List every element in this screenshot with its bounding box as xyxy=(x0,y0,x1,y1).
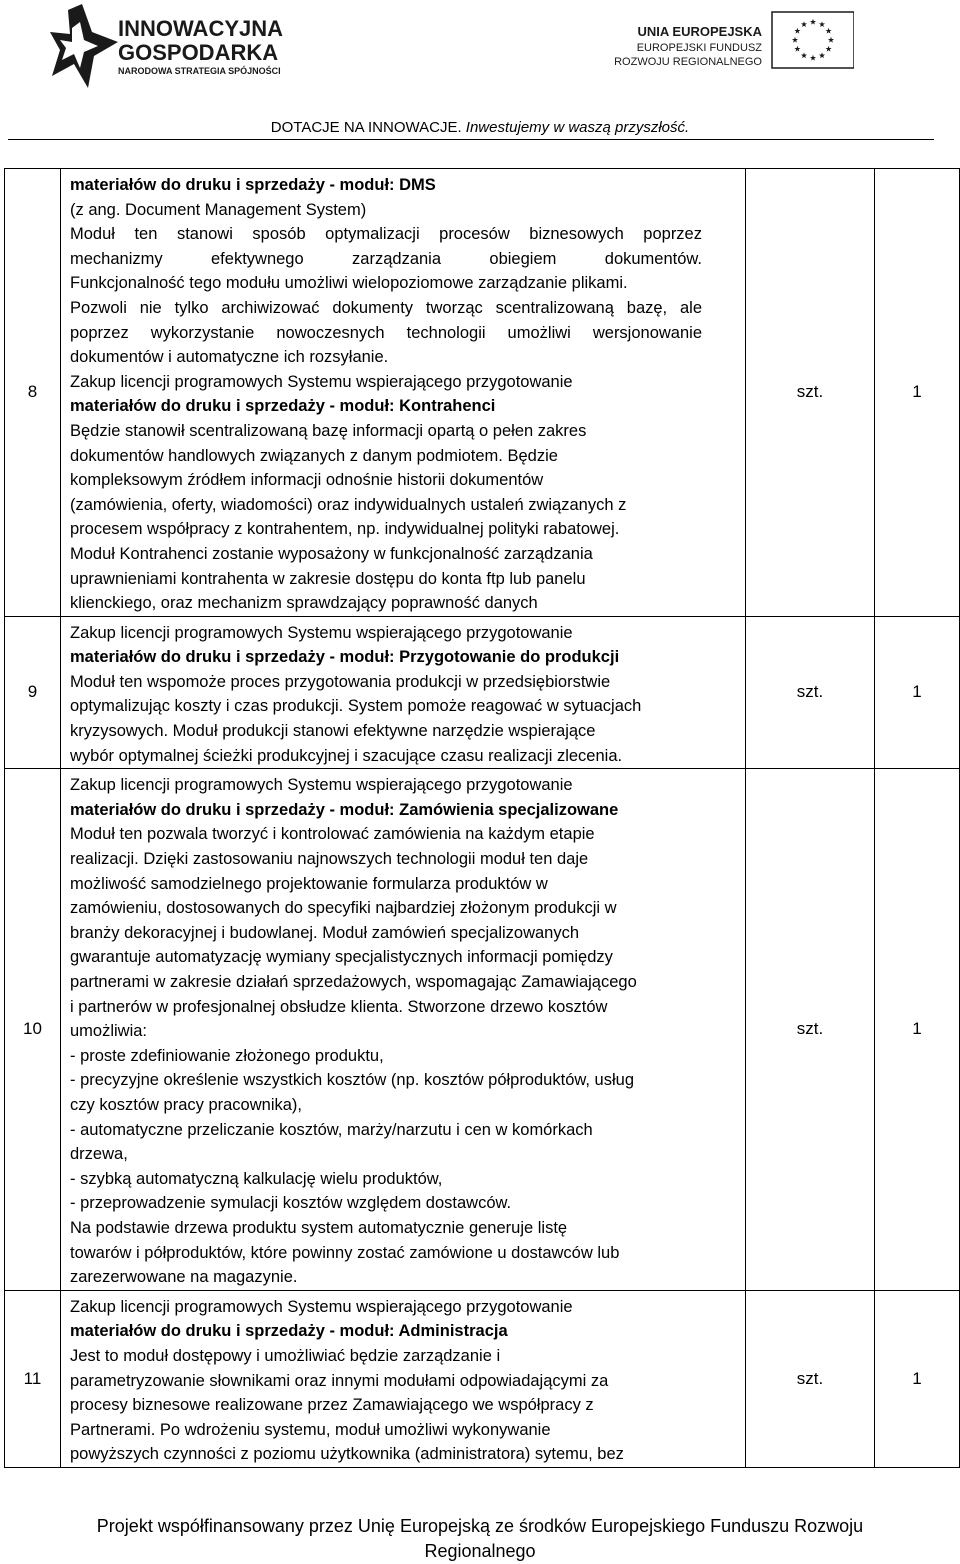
header-divider xyxy=(8,139,934,140)
footer-line-1: Projekt współfinansowany przez Unię Europejską ze środków Europejskiego Funduszu Rozwoju xyxy=(96,1516,864,1536)
description-line: poprzez wykorzystanie nowoczesnych technologii umożliwi wersjonowanie xyxy=(70,323,702,342)
item-number: 8 xyxy=(5,169,61,617)
table-row xyxy=(5,616,960,769)
description-line: parametryzowanie słownikami oraz innymi modułami odpowiadającymi za xyxy=(70,1371,609,1390)
description-line: materiałów do druku i sprzedaży - moduł: Przygotowanie do produkcji xyxy=(70,648,620,667)
description-line: Będzie stanowił scentralizowaną bazę informacji opartą o pełen zakres xyxy=(70,421,587,440)
logo-line-3: NARODOWA STRATEGIA SPÓJNOŚCI xyxy=(118,66,281,76)
description-line: zamówieniu, dostosowanych do specyfiki najbardziej złożonym produkcji w xyxy=(70,899,617,918)
innowacyjna-gospodarka-logo xyxy=(48,2,298,90)
description-line: umożliwia: xyxy=(70,1022,148,1041)
description-line: procesem współpracy z kontrahentem, np. indywidualnej polityki rabatowej. xyxy=(70,520,620,539)
description-line: - przeprowadzenie symulacji kosztów względem dostawców. xyxy=(70,1194,512,1213)
description-line: drzewa, xyxy=(70,1145,128,1164)
description-line: - automatyczne przeliczanie kosztów, marży/narzutu i cen w komórkach xyxy=(70,1120,593,1139)
description-line: powyższych czynności z poziomu użytkownika (administratora) sytemu, bez xyxy=(70,1445,624,1464)
description-line: klienckiego, oraz mechanizm sprawdzający poprawność danych xyxy=(70,594,538,613)
description-line: wybór optymalnej ścieżki produkcyjnej i szacujące czasu realizacji zlecenia. xyxy=(70,746,623,765)
item-number: 10 xyxy=(5,769,61,1290)
description-line: dokumentów handlowych związanych z danym podmiotem. Będzie xyxy=(70,446,558,465)
logo-line-1: INNOWACYJNA xyxy=(118,16,284,41)
item-quantity: 1 xyxy=(875,769,960,1290)
item-quantity: 1 xyxy=(875,169,960,617)
tagline-italic: Inwestujemy w waszą przyszłość. xyxy=(465,119,690,136)
logo-line-2: GOSPODARKA xyxy=(118,40,279,65)
item-quantity: 1 xyxy=(875,1290,960,1467)
description-line: Zakup licencji programowych Systemu wspierającego przygotowanie xyxy=(70,623,573,642)
description-line: - precyzyjne określenie wszystkich kosztów (np. kosztów półproduktów, usług xyxy=(70,1071,634,1090)
item-unit: szt. xyxy=(746,616,875,769)
description-line: Moduł Kontrahenci zostanie wyposażony w funkcjonalność zarządzania xyxy=(70,544,593,563)
description-line: Jest to moduł dostępowy i umożliwiać będzie zarządzanie i xyxy=(70,1346,501,1365)
footer-line-2: Regionalnego xyxy=(424,1541,536,1561)
item-number: 11 xyxy=(5,1290,61,1467)
description-line: partnerami w zakresie działań sprzedażowych, wspomagając Zamawiającego xyxy=(70,973,637,991)
description-line: Moduł ten wspomoże proces przygotowania produkcji w przedsiębiorstwie xyxy=(70,672,611,691)
description-line: Pozwoli nie tylko archiwizować dokumenty tworząc scentralizowaną bazę, ale xyxy=(70,298,702,317)
table-row xyxy=(5,169,960,617)
description-line: uprawnieniami kontrahenta w zakresie dostępu do konta ftp lub panelu xyxy=(70,569,586,588)
item-number: 9 xyxy=(5,616,61,769)
description-line: Zakup licencji programowych Systemu wspierającego przygotowanie xyxy=(70,372,573,391)
description-line: Moduł ten stanowi sposób optymalizacji procesów biznesowych poprzez xyxy=(70,225,702,244)
description-line: Funkcjonalność tego modułu umożliwi wielopoziomowe zarządzanie plikami. xyxy=(70,274,628,293)
item-unit: szt. xyxy=(746,169,875,617)
description-line: procesy biznesowe realizowane przez Zamawiającego we współpracy z xyxy=(70,1396,594,1415)
description-line: (zamówienia, oferty, wiadomości) oraz indywidualnych ustaleń związanych z xyxy=(70,495,627,514)
page-header xyxy=(0,0,960,140)
item-description xyxy=(61,616,746,769)
eu-line-2: EUROPEJSKI FUNDUSZ xyxy=(636,42,762,54)
star-icon xyxy=(50,4,118,88)
eu-line-1: UNIA EUROPEJSKA xyxy=(637,24,762,39)
eu-line-3: ROZWOJU REGIONALNEGO xyxy=(614,56,762,68)
page-footer xyxy=(0,1514,960,1564)
item-unit: szt. xyxy=(746,769,875,1290)
description-line: i partnerów w profesjonalnej obsłudze klienta. Stworzone drzewo kosztów xyxy=(70,997,608,1016)
item-description xyxy=(61,769,746,1290)
description-line: materiałów do druku i sprzedaży - moduł: Administracja xyxy=(70,1322,508,1341)
description-line: materiałów do druku i sprzedaży - moduł: Zamówienia specjalizowane xyxy=(70,800,619,819)
item-quantity: 1 xyxy=(875,616,960,769)
table-row xyxy=(5,1290,960,1467)
description-line: kompleksowym źródłem informacji odnośnie historii dokumentów xyxy=(70,471,544,490)
eu-logo xyxy=(614,10,854,90)
description-line: Zakup licencji programowych Systemu wspierającego przygotowanie xyxy=(70,776,573,795)
items-table xyxy=(4,168,960,1468)
description-line: Moduł ten pozwala tworzyć i kontrolować zamówienia na każdym etapie xyxy=(70,825,595,844)
description-line: (z ang. Document Management System) xyxy=(70,200,367,219)
description-line: mechanizmy efektywnego zarządzania obiegiem dokumentów. xyxy=(70,249,702,268)
description-line: - proste zdefiniowanie złożonego produktu, xyxy=(70,1046,384,1065)
description-line: Na podstawie drzewa produktu system automatycznie generuje listę xyxy=(70,1218,568,1237)
tagline xyxy=(0,119,960,136)
description-line: kryzysowych. Moduł produkcji stanowi efektywne narzędzie wspierające xyxy=(70,722,596,741)
description-line: Zakup licencji programowych Systemu wspierającego przygotowanie xyxy=(70,1297,573,1316)
description-line: optymalizując koszty i czas produkcji. System pomoże reagować w sytuacjach xyxy=(70,697,642,716)
description-line: branży dekoracyjnej i budowlanej. Moduł zamówień specjalizowanych xyxy=(70,923,580,942)
item-description xyxy=(61,169,746,617)
item-unit: szt. xyxy=(746,1290,875,1467)
description-line: dokumentów i automatyczne ich rozsyłanie. xyxy=(70,348,389,367)
description-line: zarezerwowane na magazynie. xyxy=(70,1268,298,1287)
description-line: materiałów do druku i sprzedaży - moduł: Kontrahenci xyxy=(70,397,496,416)
table-row xyxy=(5,769,960,1290)
description-line: gwarantuje automatyzację wymiany specjalistycznych informacji pomiędzy xyxy=(70,948,613,967)
description-line: czy kosztów pracy pracownika), xyxy=(70,1095,302,1114)
description-line: możliwość samodzielnego projektowanie formularza produktów w xyxy=(70,874,548,893)
description-line: Partnerami. Po wdrożeniu systemu, moduł umożliwi wykonywanie xyxy=(70,1420,551,1439)
description-line: - szybką automatyczną kalkulację wielu produktów, xyxy=(70,1169,443,1188)
description-line: materiałów do druku i sprzedaży - moduł: DMS xyxy=(70,176,436,194)
description-line: realizacji. Dzięki zastosowaniu najnowszych technologii moduł ten daje xyxy=(70,850,589,869)
tagline-normal: DOTACJE NA INNOWACJE. xyxy=(270,119,466,136)
item-description xyxy=(61,1290,746,1467)
description-line: towarów i półproduktów, które powinny zostać zamówione u dostawców lub xyxy=(70,1243,620,1262)
